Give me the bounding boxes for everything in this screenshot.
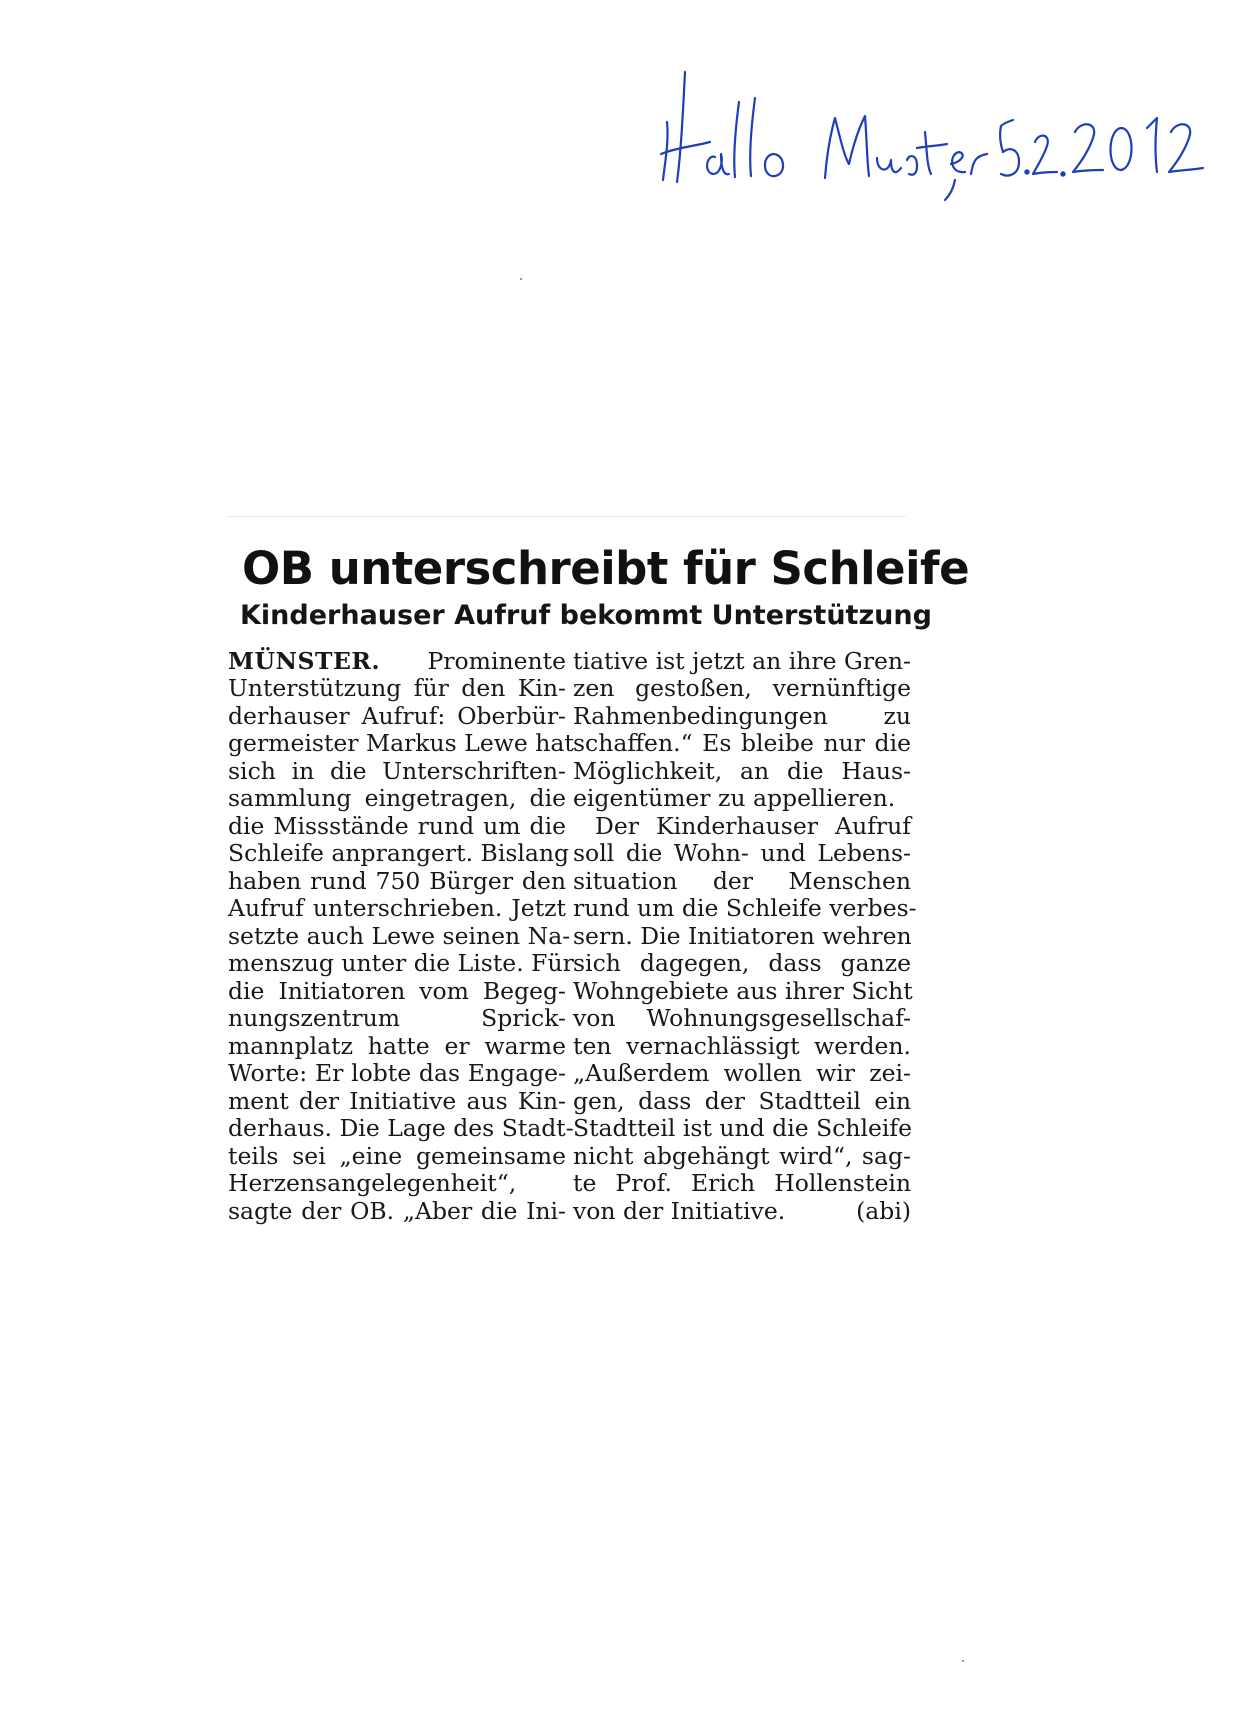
- handwriting-ink: [655, 62, 1215, 202]
- article-body: [228, 648, 918, 1248]
- body-line: ment der Initiative aus Kin-: [228, 1086, 566, 1115]
- body-line: germeister Markus Lewe hat: [228, 729, 574, 758]
- newspaper-clipping: [228, 520, 970, 1248]
- scan-speck: [520, 278, 522, 280]
- body-line: Stadtteil ist und die Schleife: [573, 1114, 913, 1143]
- body-line: rund um die Schleife verbes-: [573, 894, 917, 923]
- article-column-right: [573, 646, 917, 1226]
- body-line: zen gestoßen, vernünftige: [573, 674, 911, 703]
- body-line: Möglichkeit, an die Haus-: [573, 756, 911, 785]
- body-line: setzte auch Lewe seinen Na-: [228, 921, 571, 950]
- body-line: sern. Die Initiatoren wehren: [573, 921, 912, 950]
- body-line: Rahmenbedingungen zu: [573, 701, 911, 730]
- body-line: derhauser Aufruf: Oberbür-: [228, 701, 566, 730]
- body-line: Aufruf unterschrieben. Jetzt: [228, 894, 566, 923]
- body-line: soll die Wohn- und Lebens-: [573, 839, 911, 868]
- body-line: sagte der OB. „Aber die Ini-: [228, 1196, 566, 1225]
- body-line: te Prof. Erich Hollenstein: [573, 1169, 911, 1198]
- article-subheadline: Kinderhauser Aufruf bekommt Unterstützung: [240, 599, 932, 631]
- first-line: [228, 648, 566, 676]
- body-line: ten vernachlässigt werden.: [573, 1031, 911, 1060]
- body-line: Schleife anprangert. Bislang: [228, 839, 570, 868]
- body-line: sich dagegen, dass ganze: [573, 949, 911, 978]
- body-line: Der Kinderhauser Aufruf: [595, 811, 911, 840]
- body-line: nicht abgehängt wird“, sag-: [573, 1141, 911, 1170]
- body-line: menszug unter die Liste. Für: [228, 949, 574, 978]
- body-line: „Außerdem wollen wir zei-: [573, 1059, 911, 1088]
- handwritten-note: [655, 62, 1215, 202]
- body-line: gen, dass der Stadtteil ein: [573, 1086, 911, 1115]
- closing-line: von der Initiative.: [573, 1196, 786, 1225]
- body-line: teils sei „eine gemeinsame: [228, 1141, 566, 1170]
- body-line: Unterstützung für den Kin-: [228, 674, 566, 703]
- dateline: MÜNSTER.: [228, 646, 381, 675]
- body-line: die Initiatoren vom Begeg-: [228, 976, 566, 1005]
- body-line: schaffen.“ Es bleibe nur die: [573, 729, 911, 758]
- article-column-left: [228, 646, 574, 1226]
- body-line: von Wohnungsgesellschaf-: [573, 1004, 911, 1033]
- body-line: sich in die Unterschriften-: [228, 756, 566, 785]
- body-line: die Missstände rund um die: [228, 811, 566, 840]
- body-line: haben rund 750 Bürger den: [228, 866, 566, 895]
- body-line: Herzensangelegenheit“,: [228, 1169, 517, 1198]
- body-line: tiative ist jetzt an ihre Gren-: [573, 646, 911, 675]
- body-line: mannplatz hatte er warme: [228, 1031, 566, 1060]
- body-line: derhaus. Die Lage des Stadt-: [228, 1114, 574, 1143]
- body-line: Wohngebiete aus ihrer Sicht: [573, 976, 913, 1005]
- body-line: eigentümer zu appellieren.: [573, 784, 896, 813]
- article-headline: OB unterschreibt für Schleife: [242, 542, 970, 595]
- body-line: Worte: Er lobte das Engage-: [228, 1059, 566, 1088]
- body-line: Prominente: [427, 646, 566, 675]
- body-line: nungszentrum Sprick-: [228, 1004, 566, 1033]
- body-line: sammlung eingetragen, die: [228, 784, 566, 813]
- author-credit: (abi): [856, 1196, 911, 1225]
- clipping-edge: [226, 516, 906, 517]
- body-line: situation der Menschen: [573, 866, 911, 895]
- scan-speck: [962, 1660, 964, 1662]
- closing-row: [573, 1198, 911, 1226]
